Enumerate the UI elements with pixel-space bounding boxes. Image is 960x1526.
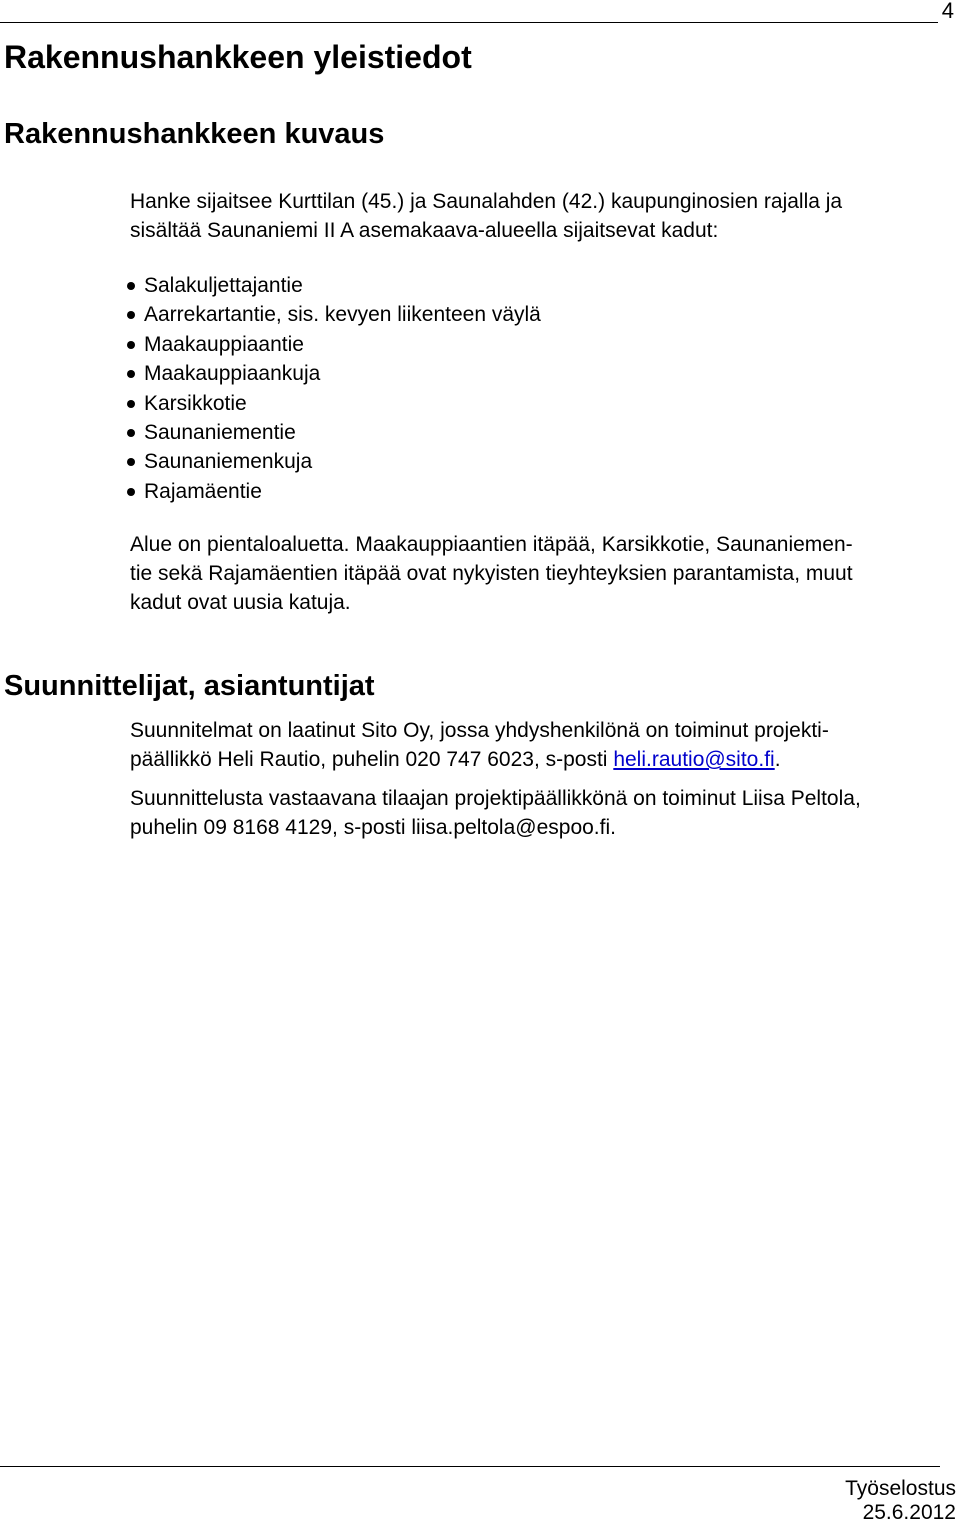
list-item xyxy=(126,330,541,359)
bullet-icon xyxy=(127,488,135,496)
list-item xyxy=(126,389,541,418)
list-item xyxy=(126,359,541,388)
bullet-icon xyxy=(127,400,135,408)
bullet-icon xyxy=(127,311,135,319)
section-heading-suunnittelijat: Suunnittelijat, asiantuntijat xyxy=(4,670,375,702)
bullet-icon xyxy=(127,341,135,349)
bullet-icon xyxy=(127,429,135,437)
street-name: Maakauppiaankuja xyxy=(144,362,321,386)
section-heading-kuvaus: Rakennushankkeen kuvaus xyxy=(4,118,385,150)
street-name: Saunaniementie xyxy=(144,421,296,445)
bullet-icon xyxy=(127,282,135,290)
bullet-icon xyxy=(127,370,135,378)
project-location-paragraph xyxy=(130,187,956,245)
list-item xyxy=(126,271,541,300)
street-name: Saunaniemenkuja xyxy=(144,450,313,474)
page-number: 4 xyxy=(941,0,954,23)
text-line: Alue on pientaloaluetta. Maakauppiaantien itäpää, Karsikkotie, Saunaniemen- xyxy=(130,533,853,556)
list-item xyxy=(126,418,541,447)
header-rule xyxy=(0,22,938,23)
street-name: Rajamäentie xyxy=(144,479,262,503)
text-line: kadut ovat uusia katuja. xyxy=(130,591,351,614)
street-name: Salakuljettajantie xyxy=(144,274,303,297)
footer-rule xyxy=(0,1466,940,1467)
text-line: tie sekä Rajamäentien itäpää ovat nykyisten tieyhteyksien parantamista, muut xyxy=(130,562,853,585)
designer-paragraph xyxy=(130,716,956,774)
street-name: Maakauppiaantie xyxy=(144,332,304,356)
list-item xyxy=(126,477,541,506)
street-name: Aarrekartantie, sis. kevyen liikenteen väylä xyxy=(144,303,541,327)
sentence-end: . xyxy=(774,748,781,771)
text-line: puhelin 09 8168 4129, s-posti liisa.peltola@espoo.fi. xyxy=(130,816,616,839)
list-item xyxy=(126,300,541,329)
text-line: Suunnitelmat on laatinut Sito Oy, jossa yhdyshenkilönä on toiminut projekti- xyxy=(130,719,829,742)
bullet-icon xyxy=(127,458,135,466)
area-description-paragraph xyxy=(130,530,956,617)
street-name: Karsikkotie xyxy=(144,391,247,415)
text-line: sisältää Saunaniemi II A asemakaava-alueella sijaitsevat kadut: xyxy=(130,219,719,242)
footer-date: 25.6.2012 xyxy=(862,1501,956,1524)
list-item xyxy=(126,447,541,476)
designer-contact-text: päällikkö Heli Rautio, puhelin 020 747 6023, s-posti xyxy=(130,748,614,771)
text-line: Hanke sijaitsee Kurttilan (45.) ja Saunalahden (42.) kaupunginosien rajalla ja xyxy=(130,190,843,213)
page-title: Rakennushankkeen yleistiedot xyxy=(4,39,472,75)
designer-email-link[interactable]: heli.rautio@sito.fi xyxy=(613,748,775,771)
footer-document-name: Työselostus xyxy=(845,1477,956,1500)
street-list xyxy=(126,271,541,506)
text-line xyxy=(130,745,956,774)
client-paragraph xyxy=(130,784,956,842)
text-line: Suunnittelusta vastaavana tilaajan projektipäällikkönä on toiminut Liisa Peltola, xyxy=(130,787,861,810)
